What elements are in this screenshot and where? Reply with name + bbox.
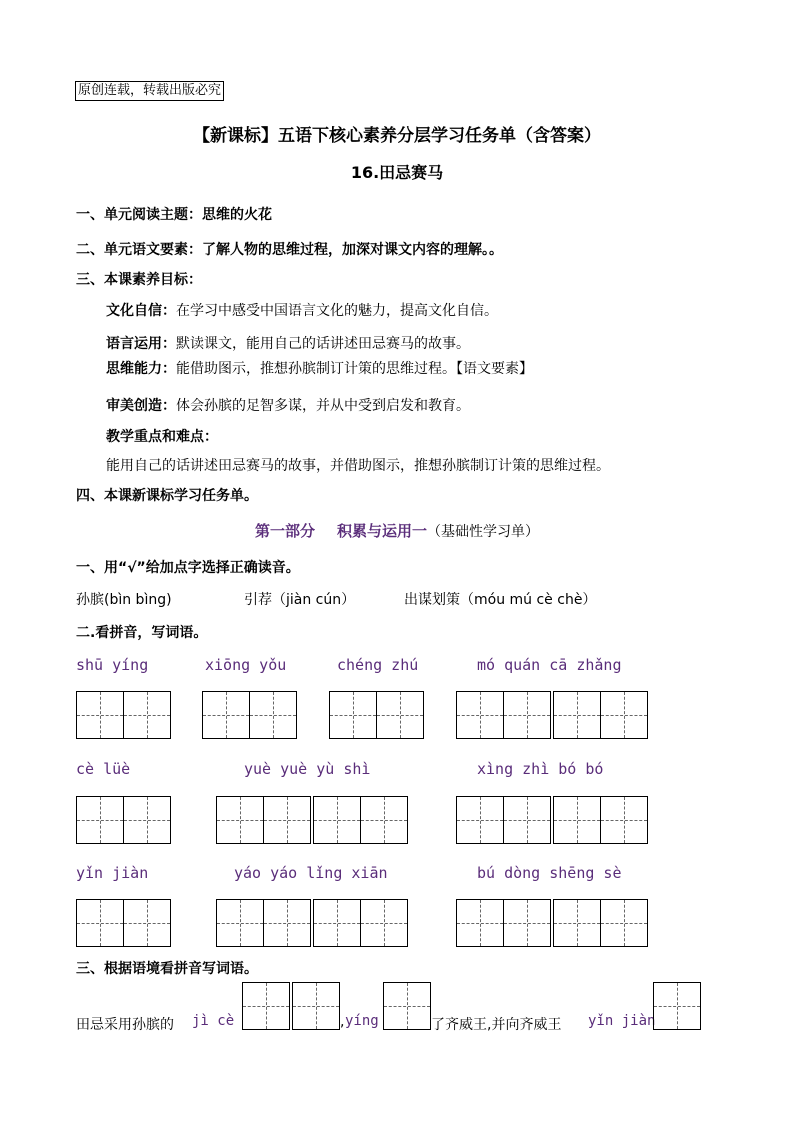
- answer-grid[interactable]: [216, 796, 407, 844]
- q3-text-1: 田忌采用孙膑的: [76, 1017, 174, 1033]
- q3-pinyin-3: yǐn jiàn: [588, 1013, 656, 1029]
- part-one-heading: [0, 520, 794, 541]
- goal-text: 体会孙膑的足智多谋，并从中受到启发和教育。: [176, 398, 470, 414]
- pinyin-prompt: yǐn jiàn: [76, 864, 149, 882]
- q1-item: 引荐（jiàn cún）: [244, 592, 356, 608]
- document-title: 【新课标】五语下核心素养分层学习任务单（含答案）: [193, 126, 601, 146]
- answer-grid[interactable]: [456, 796, 647, 844]
- part-number: 第一部分: [254, 522, 315, 540]
- goal-label: 语言运用：: [106, 336, 176, 352]
- goal-label: 思维能力：: [106, 361, 176, 377]
- copyright-stamp: 原创连载，转载出版必究: [75, 81, 224, 101]
- pinyin-prompt: xìng zhì bó bó: [477, 760, 604, 778]
- pinyin-prompt: shū yíng: [76, 656, 149, 674]
- section-language-element: 二、单元语文要素：了解人物的思维过程，加深对课文内容的理解。。: [76, 242, 503, 258]
- pinyin-prompt: cè lüè: [76, 760, 131, 778]
- answer-grid[interactable]: [456, 691, 647, 739]
- goal-language: [106, 333, 470, 353]
- answer-grid[interactable]: [76, 899, 170, 947]
- goal-label: 文化自信：: [106, 303, 176, 319]
- goal-text: 能借助图示，推想孙膑制订计策的思维过程。【语文要素】: [176, 361, 533, 377]
- q1-title: 一、用“√”给加点字选择正确读音。: [76, 560, 300, 576]
- key-points-label: 教学重点和难点：: [106, 429, 218, 445]
- context-answer-grid[interactable]: [383, 982, 430, 1030]
- q2-title: 二.看拼音，写词语。: [76, 625, 208, 641]
- q3-comma: ,: [340, 1014, 345, 1030]
- answer-grid[interactable]: [76, 691, 170, 739]
- pinyin-prompt: chéng zhú: [337, 656, 419, 674]
- key-points-text: 能用自己的话讲述田忌赛马的故事，并借助图示，推想孙膑制订计策的思维过程。: [106, 458, 610, 474]
- section-goals-heading: 三、本课素养目标：: [76, 272, 202, 288]
- goal-text: 在学习中感受中国语言文化的魅力，提高文化自信。: [176, 303, 498, 319]
- answer-grid[interactable]: [329, 691, 423, 739]
- answer-grid[interactable]: [202, 691, 296, 739]
- q3-pinyin-1: jì cè: [192, 1013, 235, 1029]
- section-task-list: 四、本课新课标学习任务单。: [76, 488, 258, 504]
- answer-grid[interactable]: [76, 796, 170, 844]
- context-answer-grid[interactable]: [242, 982, 339, 1030]
- answer-grid[interactable]: [216, 899, 407, 947]
- goal-label: 审美创造：: [106, 398, 176, 414]
- pinyin-prompt: yuè yuè yù shì: [244, 760, 371, 778]
- q3-title: 三、根据语境看拼音写词语。: [76, 961, 258, 977]
- answer-grid[interactable]: [456, 899, 647, 947]
- pinyin-prompt: xiōng yǒu: [205, 656, 287, 674]
- q1-item: 出谋划策（móu mú cè chè）: [404, 592, 597, 608]
- pinyin-prompt: bú dòng shēng sè: [477, 864, 622, 882]
- goal-text: 默读课文，能用自己的话讲述田忌赛马的故事。: [176, 336, 470, 352]
- q3-pinyin-2: yíng: [345, 1013, 379, 1029]
- part-name: 积累与运用一: [337, 522, 428, 540]
- goal-thinking: [106, 358, 533, 378]
- context-answer-grid[interactable]: [653, 982, 700, 1030]
- goal-culture: [106, 300, 498, 320]
- pinyin-prompt: mó quán cā zhǎng: [477, 656, 622, 674]
- q1-item: 孙膑(bìn bìng): [76, 592, 172, 608]
- part-type: （基础性学习单）: [427, 524, 540, 540]
- section-reading-theme: 一、单元阅读主题：思维的火花: [76, 207, 272, 223]
- pinyin-prompt: yáo yáo lǐng xiān: [234, 864, 388, 882]
- q3-text-2: 了齐威王,并向齐威王: [431, 1017, 562, 1033]
- lesson-title: 16.田忌赛马: [350, 163, 444, 182]
- goal-aesthetic: [106, 395, 470, 415]
